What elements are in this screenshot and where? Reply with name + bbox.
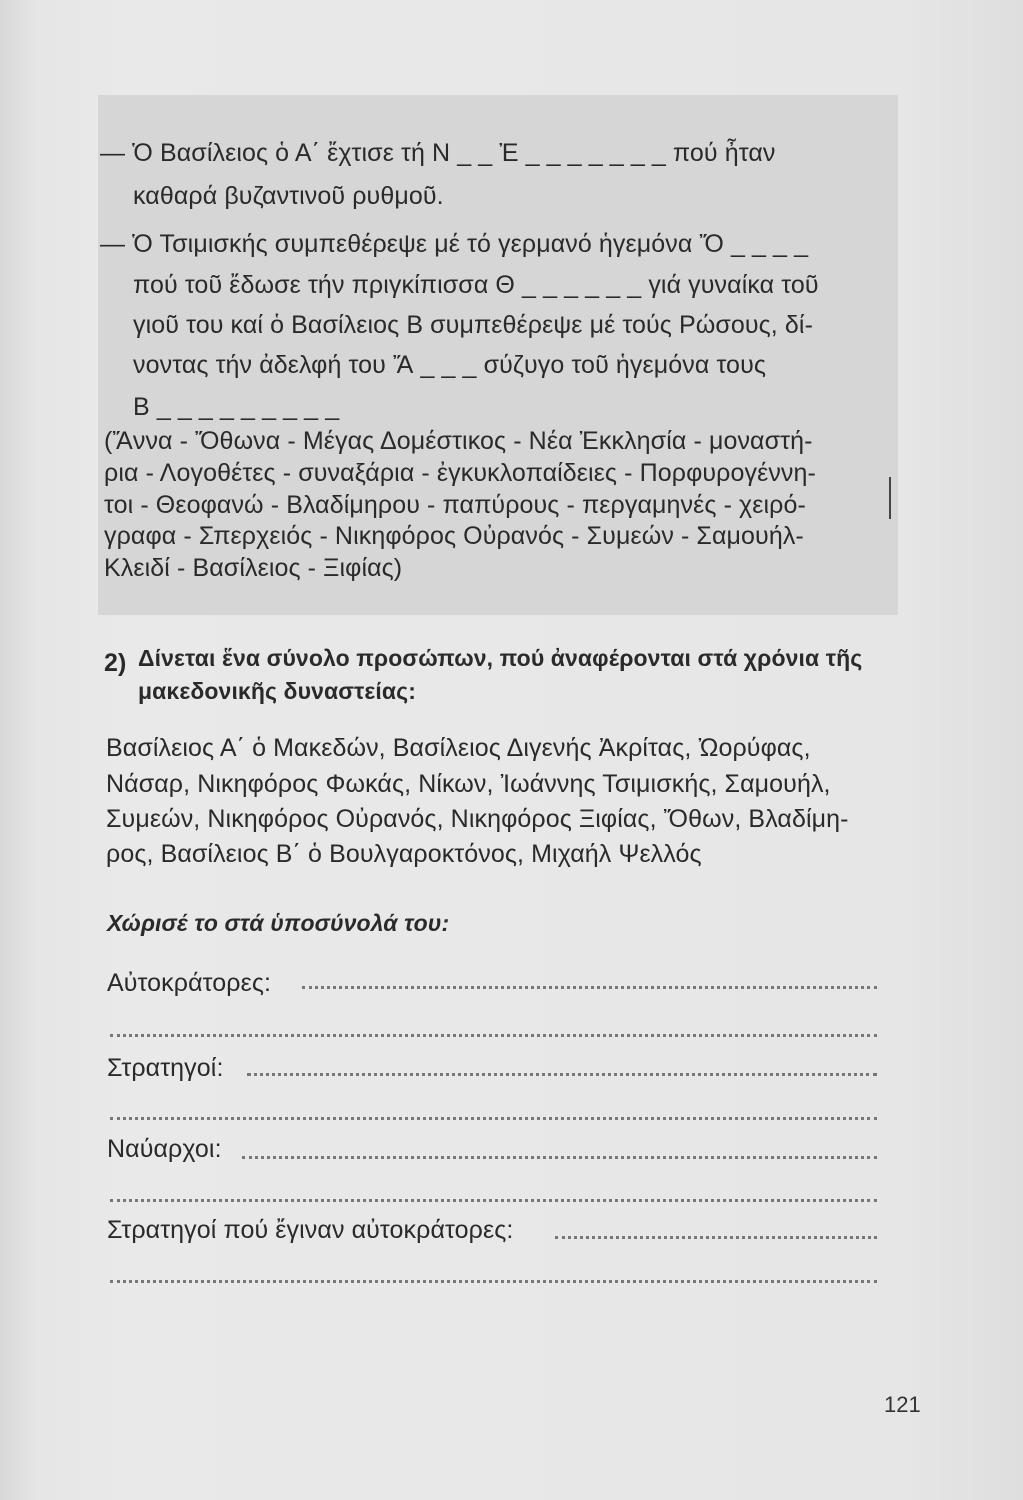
exercise-title-line-1: Δίνεται ἕνα σύνολο προσώπων, πού ἀναφέρονται στά χρόνια τῆς — [138, 645, 863, 671]
fill-in-line-3: — Ὁ Τσιμισκής συμπεθέρεψε μέ τό γερμανό ἡγεμόνα Ὄ _ _ _ _ — [100, 230, 809, 258]
word-bank-line-1: (Ἄννα - Ὄθωνα - Μέγας Δομέστικος - Νέα Ἐκκλησία - μοναστή- — [104, 427, 813, 455]
page-number: 121 — [884, 1392, 921, 1417]
exercise-number: 2) — [104, 649, 127, 677]
category-generals-answer-line-2[interactable] — [110, 1099, 877, 1120]
category-emperors-answer-line[interactable] — [302, 968, 877, 989]
word-bank-line-3: τοι - Θεοφανώ - Βλαδίμηρου - παπύρους - περγαμηνές - χειρό- — [104, 491, 806, 519]
category-generals-label: Στρατηγοί: — [107, 1054, 224, 1082]
category-emperors-answer-line-2[interactable] — [110, 1016, 877, 1037]
fill-in-line-4: πού τοῦ ἔδωσε τήν πριγκίπισσα Θ _ _ _ _ _ _ γιά γυναίκα τοῦ — [133, 271, 819, 299]
category-emperors-label: Αὐτοκράτορες: — [107, 969, 272, 997]
fill-in-line-5: γιοῦ του καί ὁ Βασίλειος Β συμπεθέρεψε μέ τούς Ρώσους, δί- — [133, 311, 813, 339]
category-generals-answer-line[interactable] — [247, 1055, 877, 1076]
category-admirals-label: Ναύαρχοι: — [107, 1135, 222, 1163]
category-generals-emperors-answer-line-2[interactable] — [110, 1262, 877, 1283]
word-bank-line-5: Κλειδί - Βασίλειος - Ξιφίας) — [104, 554, 403, 582]
category-admirals-answer-line[interactable] — [242, 1138, 877, 1159]
fill-in-line-6: νοντας τήν ἀδελφή του Ἄ _ _ _ σύζυγο τοῦ ἡγεμόνα τους — [133, 351, 766, 379]
margin-mark — [889, 477, 891, 519]
exercise-title-line-2: μακεδονικῆς δυναστείας: — [138, 678, 416, 704]
names-line-2: Νάσαρ, Νικηφόρος Φωκάς, Νίκων, Ἰωάννης Τσιμισκής, Σαμουήλ, — [106, 770, 831, 798]
names-line-1: Βασίλειος Α΄ ὁ Μακεδών, Βασίλειος Διγενής Ἀκρίτας, Ὠορύφας, — [106, 734, 811, 762]
fill-in-line-7: Β _ _ _ _ _ _ _ _ _ — [133, 393, 340, 421]
category-admirals-answer-line-2[interactable] — [110, 1181, 877, 1202]
category-generals-emperors-answer-line[interactable] — [555, 1218, 877, 1239]
word-bank-line-4: γραφα - Σπερχειός - Νικηφόρος Οὐρανός - Συμεών - Σαμουήλ- — [104, 522, 804, 550]
instruction: Χώρισέ το στά ὑποσύνολά του: — [107, 910, 450, 936]
word-bank-line-2: ρια - Λογοθέτες - συναξάρια - ἐγκυκλοπαίδειες - Πορφυρογέννη- — [104, 459, 816, 487]
names-line-3: Συμεών, Νικηφόρος Οὐρανός, Νικηφόρος Ξιφίας, Ὄθων, Βλαδίμη- — [106, 805, 849, 833]
fill-in-line-2: καθαρά βυζαντινοῦ ρυθμοῦ. — [133, 182, 444, 210]
fill-in-line-1: — Ὁ Βασίλειος ὁ Α΄ ἔχτισε τή Ν _ _ Ἐ _ _ _ _ _ _ _ πού ἦταν — [100, 139, 776, 167]
category-generals-emperors-label: Στρατηγοί πού ἔγιναν αὐτοκράτορες: — [107, 1216, 514, 1244]
names-line-4: ρος, Βασίλειος Β΄ ὁ Βουλγαροκτόνος, Μιχαήλ Ψελλός — [106, 840, 702, 868]
